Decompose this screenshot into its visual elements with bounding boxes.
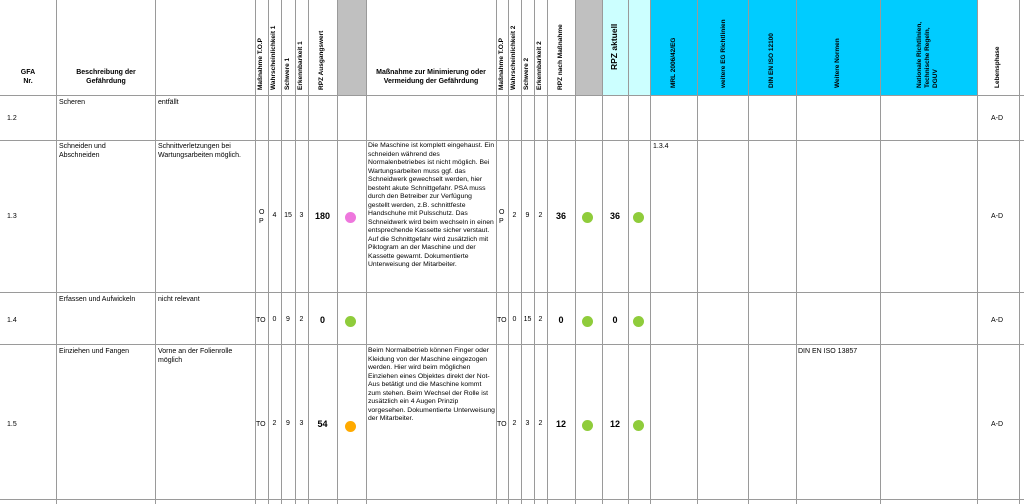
row-1-5-s2: 3 — [525, 420, 530, 427]
row-1-4-rpz-aktuell-status-dot — [633, 316, 644, 327]
wahrscheinlichkeit1-header: Wahrscheinlichkeit 1 — [270, 25, 277, 90]
schwere1-header: Schwere 1 — [284, 57, 291, 90]
row-1-4-hazard: Erfassen und Aufwickeln — [59, 296, 136, 303]
mrl-header: MRL 2006/42/EG — [670, 37, 677, 88]
row-1-4-top2: TO — [497, 317, 507, 324]
row-1-3-measure: Die Maschine ist komplett eingehaust. Ein schneiden während des Normalenbetriebes ist nicht möglich. Bei Wartungsarbeiten muss ggf. das Schneidwerk gewechselt werden, hier besteht akute Schnittgefahr. PSA muss durch den Betreiber zur Verfügung gestellt werden, z.B. schnittfeste Handschuhe mit Pulsschutz. Das Schneidwerk wird beim wechseln in einen entsprechende Kassette sicher verstaut. Auf die Schnittgefahr wird zusätzlich mit Piktogram an der Maschine und der Kassette gewarnt. Dokumentierte Unterweisung der Mitarbeiter. — [368, 142, 495, 268]
row-1-3-s2: 9 — [525, 212, 530, 219]
row-1-5-rpz1-status-dot — [345, 421, 356, 432]
massnahme-minimierung-header: Maßnahme zur Minimierung oder Vermeidung der Gefährdung — [376, 69, 486, 85]
row-1-3-phase: A-D — [991, 213, 1004, 220]
row-1-3-rpz-aktuell: 36 — [609, 211, 620, 221]
row-1-5-e1: 3 — [299, 420, 304, 427]
rpz-nach-header-fill — [575, 0, 602, 95]
wahrscheinlichkeit2-header: Wahrscheinlichkeit 2 — [510, 25, 517, 90]
row-1-3-rpz2-status-dot — [582, 212, 593, 223]
row-1-3-mrl: 1.3.4 — [653, 143, 669, 150]
row-1-4-rpz2-status-dot — [582, 316, 593, 327]
row-1-2-phase: A-D — [991, 115, 1004, 122]
row-1-5-top1: TO — [256, 421, 266, 428]
row-1-5-nr: 1.5 — [7, 421, 17, 428]
rpz-aktuell-header: RPZ aktuell — [609, 23, 619, 70]
row-1-3-w1: 4 — [272, 212, 277, 219]
schwere2-header: Schwere 2 — [523, 57, 530, 90]
row-1-5-rpz1: 54 — [317, 419, 328, 429]
weitere-eg-header: weitere EG Richtlinien — [720, 19, 727, 88]
row-1-4-nr: 1.4 — [7, 317, 17, 324]
erkennbarkeit2-header: Erkennbarkeit 2 — [536, 41, 543, 90]
row-1-5-desc: Vorne an der Folienrolle möglich — [158, 348, 233, 364]
row-1-5-norm: DIN EN ISO 13857 — [798, 348, 858, 355]
row-1-4-e1: 2 — [299, 316, 304, 323]
gfa-header: GFA Nr. — [20, 69, 36, 85]
row-1-3-s1: 15 — [284, 212, 292, 219]
row-1-3-rpz-aktuell-status-dot — [633, 212, 644, 223]
row-1-5-rpz-aktuell: 12 — [609, 419, 620, 429]
row-1-4-rpz2: 0 — [558, 315, 564, 325]
erkennbarkeit1-header: Erkennbarkeit 1 — [297, 41, 304, 90]
weitere-normen-header: Weitere Normen — [834, 38, 841, 88]
massnahme-top2-header: Maßnahme T.O.P — [498, 37, 505, 90]
row-1-4-e2: 2 — [538, 316, 543, 323]
row-1-5-hazard: Einziehen und Fangen — [59, 348, 130, 355]
row-1-5-rpz2-status-dot — [582, 420, 593, 431]
nationale-header: Nationale Richtlinien, Technische Regeln, DGUV — [916, 21, 939, 88]
row-1-3-e2: 2 — [538, 212, 543, 219]
din-12100-header: DIN EN ISO 12100 — [768, 33, 775, 88]
row-1-4-desc: nicht relevant — [158, 296, 200, 303]
lebensphase-header: Lebensphase — [994, 46, 1001, 88]
row-1-4-rpz1: 0 — [319, 315, 325, 325]
row-1-3-rpz1-status-dot — [345, 212, 356, 223]
row-1-3-hazard: Schneiden und Abschneiden — [59, 143, 106, 159]
row-1-3-e1: 3 — [299, 212, 304, 219]
rpz-ausgang-header: RPZ Ausgangswert — [318, 30, 325, 90]
row-1-5-w2: 2 — [512, 420, 517, 427]
rpz-ausgang-header-fill — [337, 0, 366, 95]
row-1-3-top1: O P — [259, 209, 265, 225]
beschreibung-header: Beschreibung der Gefährdung — [76, 69, 136, 85]
row-1-3-nr: 1.3 — [7, 213, 17, 220]
row-1-4-s2: 15 — [523, 316, 532, 323]
row-1-3-rpz1: 180 — [314, 211, 331, 221]
row-1-4-rpz1-status-dot — [345, 316, 356, 327]
massnahme-top-header: Maßnahme T.O.P — [257, 37, 264, 90]
row-1-3-rpz2: 36 — [555, 211, 566, 221]
row-1-5-rpz-aktuell-status-dot — [633, 420, 644, 431]
row-1-3-w2: 2 — [512, 212, 517, 219]
row-1-4-w1: 0 — [272, 316, 277, 323]
row-1-4-phase: A-D — [991, 317, 1004, 324]
row-1-4-top1: TO — [256, 317, 266, 324]
row-1-3-top2: O P — [499, 209, 505, 225]
row-1-2-desc: entfällt — [158, 99, 179, 106]
row-1-4-rpz-aktuell: 0 — [612, 315, 618, 325]
row-1-5-phase: A-D — [991, 421, 1004, 428]
row-1-5-w1: 2 — [272, 420, 277, 427]
row-1-2-hazard: Scheren — [59, 99, 86, 106]
row-1-5-s1: 9 — [286, 420, 290, 427]
row-1-4-w2: 0 — [512, 316, 517, 323]
row-1-2-nr: 1.2 — [7, 115, 17, 122]
row-1-4-s1: 9 — [286, 316, 290, 323]
row-1-5-measure: Beim Normalbetrieb können Finger oder Kleidung von der Maschine eingezogen werden. Hier wird beim möglichen Einziehen eines Objektes direkt der Not-Aus betätigt und die Maschine kommt zum stehen. Beim Wechsel der Rolle ist zusätzlich ein 4 Augen Prinzip vorgesehen. Dokumentierte Unterweisung der Mitarbeiter. — [368, 347, 495, 422]
rpz-nach-header: RPZ nach Maßnahme — [557, 24, 564, 90]
row-1-5-top2: TO — [497, 421, 507, 428]
row-1-5-rpz2: 12 — [555, 419, 566, 429]
row-1-3-desc: Schnittverletzungen bei Wartungsarbeiten möglich. — [158, 143, 242, 159]
row-1-5-e2: 2 — [538, 420, 543, 427]
